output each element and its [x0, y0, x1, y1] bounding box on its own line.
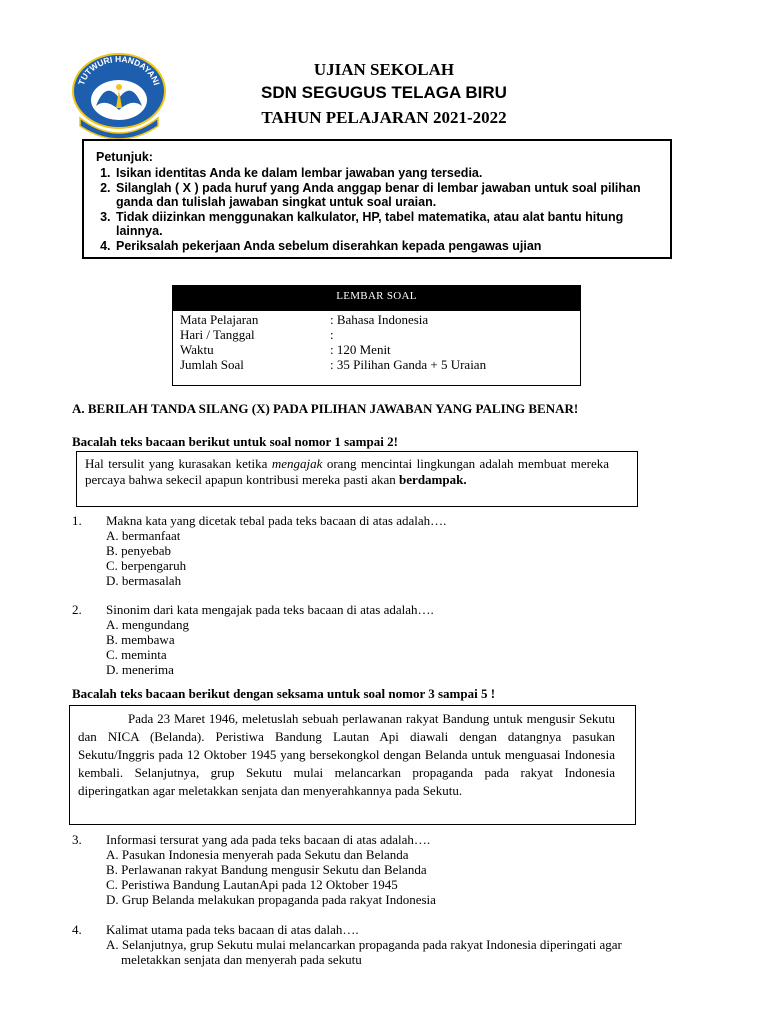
answer-option[interactable]: C. berpengaruh — [106, 558, 187, 573]
instruction-item: 3. Tidak diizinkan menggunakan kalkulator, HP, tabel matematika, atau alat bantu hitung lainnya. — [114, 210, 658, 239]
instruction-item: 2. Silanglah ( X ) pada huruf yang Anda anggap benar di lembar jawaban untuk soal pilihan ganda dan tulislah jawaban singkat untuk soal uraian. — [114, 181, 658, 210]
answer-option[interactable]: B. membawa — [106, 632, 175, 647]
answer-options — [106, 528, 186, 588]
exam-info-key: Waktu — [180, 342, 214, 357]
reading-instruction-2: Bacalah teks bacaan berikut dengan seksama untuk soal nomor 3 sampai 5 ! — [72, 686, 496, 701]
answer-option[interactable]: A. Pasukan Indonesia menyerah pada Sekutu dan Belanda — [106, 847, 409, 862]
answer-option[interactable]: B. Perlawanan rakyat Bandung mengusir Sekutu dan Belanda — [106, 862, 427, 877]
answer-option[interactable]: C. meminta — [106, 647, 167, 662]
exam-info-key: Mata Pelajaran — [180, 312, 259, 327]
exam-info-value: : 35 Pilihan Ganda + 5 Uraian — [330, 357, 487, 372]
question-number: 4. — [72, 922, 82, 937]
exam-info-key: Hari / Tanggal — [180, 327, 255, 342]
passage-bold-word: berdampak. — [399, 471, 467, 487]
instructions-box — [82, 139, 672, 259]
answer-option[interactable]: A. Selanjutnya, grup Sekutu mulai melancarkan propaganda pada rakyat Indonesia diperingati agar — [106, 937, 622, 952]
answer-options — [106, 847, 436, 907]
answer-option[interactable]: A. mengundang — [106, 617, 190, 632]
answer-option[interactable]: D. bermasalah — [106, 573, 182, 588]
exam-info-table — [172, 285, 581, 386]
question-number: 1. — [72, 513, 82, 528]
section-a-heading: A. BERILAH TANDA SILANG (X) PADA PILIHAN JAWABAN YANG PALING BENAR! — [72, 401, 579, 416]
passage-text: Hal tersulit yang kurasakan ketika — [85, 456, 272, 471]
reading-passage-2 — [69, 705, 636, 825]
question-stem: Makna kata yang dicetak tebal pada teks bacaan di atas adalah…. — [106, 513, 447, 528]
answer-option[interactable]: A. bermanfaat — [106, 528, 181, 543]
reading-instruction-1: Bacalah teks bacaan berikut untuk soal nomor 1 sampai 2! — [72, 434, 398, 449]
logo-text: TUTWURI HANDAYANI — [76, 53, 162, 87]
exam-info-value: : 120 Menit — [330, 342, 391, 357]
instructions-label: Petunjuk: — [96, 150, 153, 164]
answer-option[interactable]: C. Peristiwa Bandung LautanApi pada 12 Oktober 1945 — [106, 877, 398, 892]
question-number: 3. — [72, 832, 82, 847]
answer-option[interactable]: B. penyebab — [106, 543, 171, 558]
exam-info-value: : — [330, 327, 334, 342]
exam-info-heading: LEMBAR SOAL — [173, 286, 580, 311]
answer-option[interactable]: D. menerima — [106, 662, 174, 677]
question-number: 2. — [72, 602, 82, 617]
exam-title: UJIAN SEKOLAH — [313, 60, 455, 79]
answer-option-continuation: meletakkan senjata dan menyerah pada sekutu — [121, 952, 362, 967]
exam-info-value: : Bahasa Indonesia — [330, 312, 429, 327]
school-name: SDN SEGUGUS TELAGA BIRU — [261, 83, 507, 102]
question-stem: Informasi tersurat yang ada pada teks bacaan di atas adalah…. — [106, 832, 431, 847]
question-stem: Sinonim dari kata mengajak pada teks bacaan di atas adalah…. — [106, 602, 434, 617]
instructions-list — [96, 166, 658, 253]
academic-year: TAHUN PELAJARAN 2021-2022 — [261, 108, 507, 127]
instruction-item: 4. Periksalah pekerjaan Anda sebelum diserahkan kepada pengawas ujian — [114, 239, 658, 254]
passage-text: Pada 23 Maret 1946, meletuslah sebuah perlawanan rakyat Bandung untuk mengusir Sekutu dan NICA (Belanda). Peristiwa Bandung Lautan Api diawali dengan datangnya pasukan Sekutu/Inggris pada 12 Oktober 1945 yang bersekongkol dengan Belanda untuk menguasai Indonesia kembali. Selanjutnya, grup Sekutu mulai melancarkan propaganda pada rakyat Indonesia diperingatkan agar meletakkan senjata dan menyerahkannya pada Sekutu. — [78, 711, 615, 798]
reading-passage-1 — [76, 451, 638, 507]
passage-italic-word: mengajak — [271, 456, 323, 471]
answer-options — [106, 937, 622, 967]
passage-text: orang mencintai lingkungan adalah membuat mereka percaya bahwa sekecil apapun kontribusi mereka pasti akan — [85, 456, 609, 487]
answer-option[interactable]: D. Grup Belanda melakukan propaganda pada rakyat Indonesia — [106, 892, 436, 907]
instruction-item: 1. Isikan identitas Anda ke dalam lembar jawaban yang tersedia. — [114, 166, 658, 181]
question-stem: Kalimat utama pada teks bacaan di atas dalah…. — [106, 922, 359, 937]
exam-info-key: Jumlah Soal — [180, 357, 244, 372]
answer-options — [106, 617, 189, 677]
